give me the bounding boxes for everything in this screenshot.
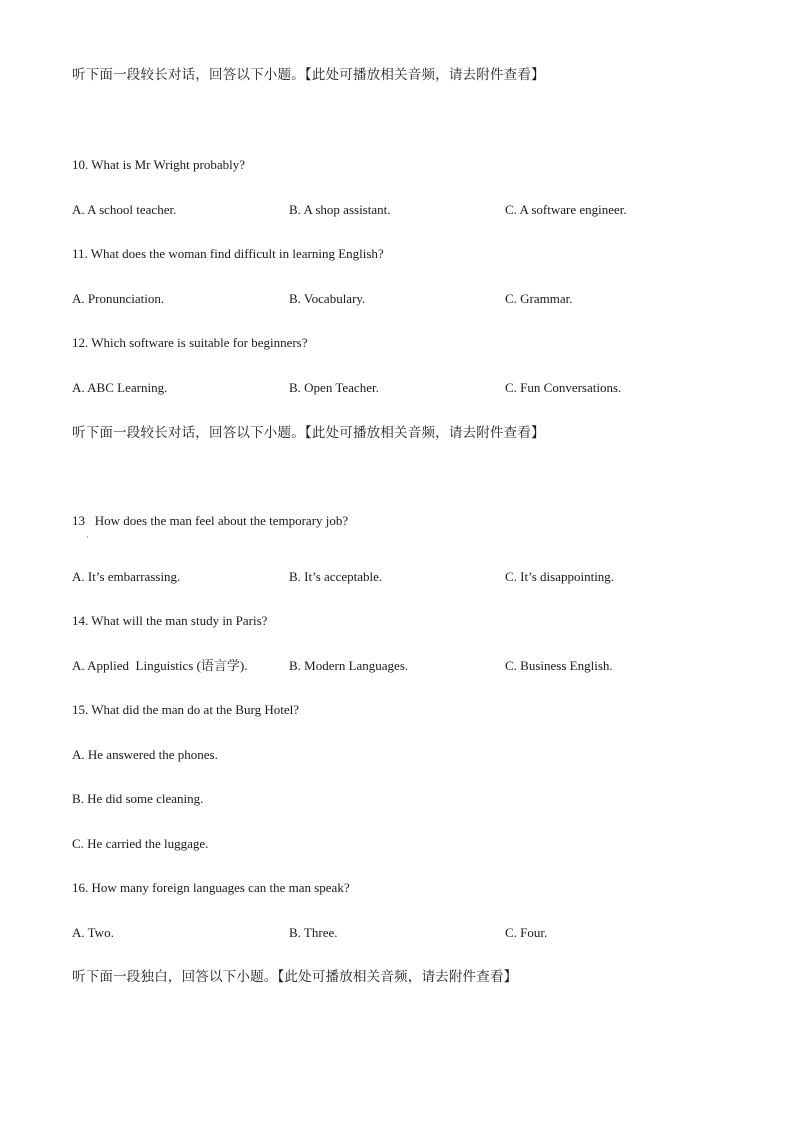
option-c: C. Grammar. [505, 291, 573, 306]
option-a: A. He answered the phones. [72, 747, 218, 762]
option-a: A. Pronunciation. [72, 291, 165, 306]
option-b: B. He did some cleaning. [72, 791, 204, 806]
option-c: C. He carried the luggage. [72, 836, 209, 851]
section-instruction: 听下面一段较长对话，回答以下小题。【此处可播放相关音频，请去附件查看】 [72, 67, 545, 83]
option-a: A. Applied Linguistics (语言学). [72, 658, 248, 673]
option-row [72, 380, 732, 396]
option-c: C. A software engineer. [505, 202, 627, 217]
option-row [72, 291, 732, 307]
question-stem: 11. What does the woman find difficult in learning English? [72, 246, 384, 261]
option-b: B. Modern Languages. [289, 658, 409, 673]
option-c: C. Four. [505, 925, 548, 940]
option-b: B. Three. [289, 925, 338, 940]
option-c: C. Business English. [505, 658, 613, 673]
option-b: B. A shop assistant. [289, 202, 391, 217]
stray-dot: · [86, 533, 89, 542]
option-row [72, 658, 732, 674]
question-stem: 16. How many foreign languages can the man speak? [72, 880, 350, 895]
section-instruction: 听下面一段较长对话，回答以下小题。【此处可播放相关音频，请去附件查看】 [72, 425, 545, 441]
option-c: C. It’s disappointing. [505, 569, 615, 584]
option-a: A. Two. [72, 925, 114, 940]
question-stem: 14. What will the man study in Paris? [72, 613, 268, 628]
option-b: B. It’s acceptable. [289, 569, 383, 584]
question-stem: 15. What did the man do at the Burg Hotel? [72, 702, 299, 717]
section-instruction: 听下面一段独白，回答以下小题。【此处可播放相关音频，请去附件查看】 [72, 969, 518, 985]
option-c: C. Fun Conversations. [505, 380, 622, 395]
option-a: A. A school teacher. [72, 202, 177, 217]
question-stem: 12. Which software is suitable for beginners? [72, 335, 308, 350]
option-row [72, 925, 732, 941]
option-a: A. It’s embarrassing. [72, 569, 181, 584]
question-stem: 13 How does the man feel about the temporary job? [72, 513, 349, 528]
option-b: B. Vocabulary. [289, 291, 366, 306]
option-row [72, 202, 732, 218]
question-stem: 10. What is Mr Wright probably? [72, 157, 246, 172]
option-b: B. Open Teacher. [289, 380, 379, 395]
option-a: A. ABC Learning. [72, 380, 168, 395]
option-row [72, 569, 732, 585]
